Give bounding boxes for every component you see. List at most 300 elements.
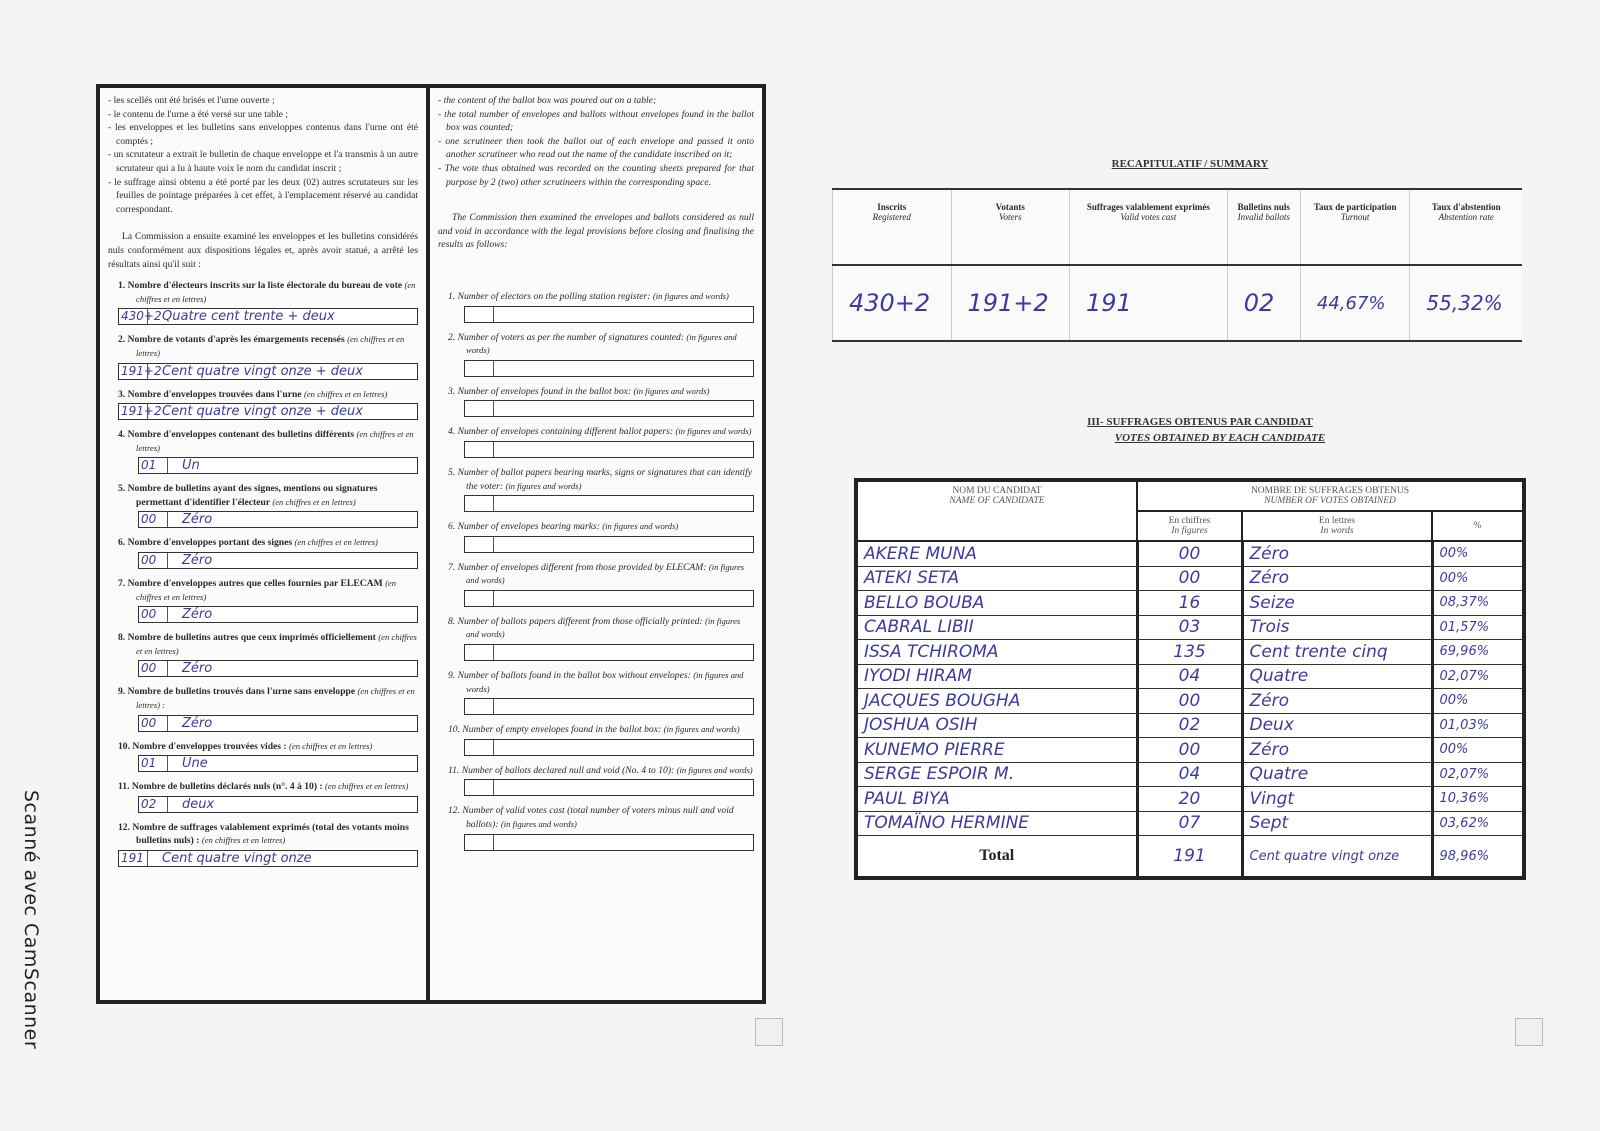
answer-words[interactable]: Cent quatre vingt onze + deux <box>162 404 363 420</box>
en-item-question <box>438 615 754 642</box>
candidate-percent: 02,07% <box>1432 762 1524 787</box>
item-number: 12. <box>448 805 460 817</box>
item-number: 8. <box>118 632 126 644</box>
answer-field[interactable] <box>138 796 418 813</box>
candidate-votes-figure: 07 <box>1137 811 1242 836</box>
candidate-votes-figure: 00 <box>1137 689 1242 714</box>
candidate-percent: 00% <box>1432 566 1524 591</box>
answer-words[interactable]: Quatre cent trente + deux <box>162 309 335 325</box>
fr-item-question <box>108 428 418 455</box>
item-label: Number of envelopes different from those provided by ELECAM: <box>457 561 707 573</box>
fr-item-question <box>108 821 418 848</box>
answer-figure[interactable]: 430+2 <box>121 309 162 324</box>
item-number: 11. <box>448 764 460 776</box>
candidate-percent: 01,03% <box>1432 713 1524 738</box>
fr-item-question <box>108 388 418 402</box>
item-label: Nombre d'enveloppes contenant des bulletins différents <box>127 429 355 441</box>
item-label: Nombre d'électeurs inscrits sur la liste électorale du bureau de vote <box>127 280 403 292</box>
item-hint: (in figures and words) <box>676 764 753 775</box>
answer-figure[interactable] <box>465 307 494 322</box>
fr-item-question <box>108 279 418 306</box>
answer-figure[interactable] <box>465 780 494 795</box>
item-number: 6. <box>118 537 126 549</box>
fr-count-item <box>108 428 418 474</box>
item-hint: (en chiffres et en lettres) <box>325 781 409 792</box>
answer-figure[interactable]: 00 <box>139 512 168 527</box>
answer-words[interactable] <box>494 740 753 755</box>
answer-field[interactable] <box>138 552 418 569</box>
en-item-question <box>438 466 754 493</box>
answer-figure[interactable] <box>465 401 494 416</box>
item-hint: (en chiffres et en lettres) <box>303 388 388 399</box>
item-number: 2. <box>118 334 126 346</box>
fr-count-item <box>108 821 418 867</box>
fr-item-question <box>108 685 418 712</box>
item-label: Nombre de bulletins déclarés nuls (n°. 4 à 10) : <box>131 781 323 793</box>
summary-values-row <box>833 265 1523 341</box>
item-number: 6. <box>448 521 456 533</box>
fr-count-item <box>108 631 418 677</box>
en-item-question <box>438 425 754 439</box>
answer-figure[interactable] <box>465 442 494 457</box>
answer-field[interactable] <box>464 495 754 512</box>
answer-figure[interactable] <box>465 699 494 714</box>
answer-words[interactable]: Zéro <box>182 715 213 731</box>
answer-field[interactable] <box>138 755 418 772</box>
candidate-votes-words: Zéro <box>1242 689 1432 714</box>
item-hint: (en chiffres et en lettres) <box>294 537 378 548</box>
answer-figure[interactable]: 00 <box>139 716 168 731</box>
candidate-row <box>856 591 1524 616</box>
french-column <box>100 88 430 1000</box>
candidate-votes-words: Quatre <box>1242 762 1432 787</box>
answer-words[interactable] <box>494 591 753 606</box>
candidate-votes-figure: 00 <box>1137 541 1242 566</box>
en-item-question <box>438 331 754 358</box>
answer-field[interactable] <box>118 850 418 867</box>
total-words: Cent quatre vingt onze <box>1242 836 1432 879</box>
item-hint: (in figures and words) <box>466 561 745 586</box>
candidate-votes-figure: 00 <box>1137 738 1242 763</box>
candidate-section-title-en: VOTES OBTAINED BY EACH CANDIDATE <box>1114 432 1326 444</box>
candidate-votes-words: Seize <box>1242 591 1432 616</box>
answer-field[interactable] <box>138 606 418 623</box>
header-in-figures: En chiffres In figures <box>1137 511 1242 541</box>
candidate-header-row <box>856 480 1524 511</box>
en-item-question <box>438 669 754 696</box>
item-label: Number of empty envelopes found in the ballot box: <box>462 724 662 736</box>
recap-title: RECAPITULATIF / SUMMARY <box>1111 158 1269 170</box>
minutes-page <box>96 84 766 1004</box>
item-number: 5. <box>448 466 456 478</box>
fr-count-item <box>108 740 418 773</box>
candidate-percent: 69,96% <box>1432 640 1524 665</box>
item-label: Number of ballots found in the ballot box without envelopes: <box>457 670 691 682</box>
answer-figure[interactable]: 191+2 <box>121 404 162 419</box>
candidate-votes-figure: 16 <box>1137 591 1242 616</box>
item-hint: (in figures and words) <box>633 385 710 396</box>
item-hint: (en chiffres et en lettres) : <box>136 686 415 711</box>
en-count-item <box>438 331 754 377</box>
candidate-row <box>856 762 1524 787</box>
fr-count-item <box>108 333 418 379</box>
candidate-percent: 03,62% <box>1432 811 1524 836</box>
header-turnout: Taux de participation Turnout <box>1300 189 1410 265</box>
candidate-votes-figure: 03 <box>1137 615 1242 640</box>
procedure-step: - les scellés ont été brisés et l'urne ouverte ; <box>108 94 418 108</box>
answer-figure[interactable] <box>465 361 494 376</box>
candidate-name: JACQUES BOUGHA <box>856 689 1137 714</box>
answer-field[interactable] <box>464 834 754 851</box>
candidate-name: JOSHUA OSIH <box>856 713 1137 738</box>
candidate-percent: 01,57% <box>1432 615 1524 640</box>
fr-count-item <box>108 577 418 623</box>
item-number: 3. <box>448 385 456 397</box>
answer-field[interactable] <box>118 363 418 380</box>
answer-field[interactable] <box>118 403 418 420</box>
item-hint: (in figures and words) <box>663 724 740 735</box>
candidate-name: KUNEMO PIERRE <box>856 738 1137 763</box>
total-row <box>856 836 1524 879</box>
candidate-name: ISSA TCHIROMA <box>856 640 1137 665</box>
item-number: 5. <box>118 483 126 495</box>
answer-figure[interactable]: 00 <box>139 607 168 622</box>
answer-words[interactable] <box>494 835 753 850</box>
item-label: Number of envelopes bearing marks: <box>457 521 600 533</box>
candidate-percent: 00% <box>1432 689 1524 714</box>
procedure-step: - The vote thus obtained was recorded on the counting sheets prepared for that purpose by 2 (two) other scrutineers within the corresponding space. <box>438 162 754 189</box>
answer-field[interactable] <box>464 441 754 458</box>
answer-field[interactable] <box>138 715 418 732</box>
item-hint: (en chiffres et en lettres) <box>136 334 405 358</box>
candidate-name: AKERE MUNA <box>856 541 1137 566</box>
en-count-item <box>438 385 754 418</box>
fr-item-question <box>108 333 418 360</box>
candidate-row <box>856 787 1524 812</box>
item-number: 1. <box>448 290 456 302</box>
total-label: Total <box>856 836 1137 879</box>
en-count-item <box>438 764 754 797</box>
item-hint: (en chiffres et en lettres) <box>136 632 417 656</box>
candidate-percent: 10,36% <box>1432 787 1524 812</box>
answer-words[interactable]: Zéro <box>182 607 213 623</box>
procedure-step: - the total number of envelopes and ballots without envelopes found in the ballot box was counted; <box>438 108 754 135</box>
item-label: Nombre de suffrages valablement exprimés (total des votants moins bulletins nuls) : <box>132 821 409 847</box>
header-votes-obtained: NOMBRE DE SUFFRAGES OBTENUS NUMBER OF VOTES OBTAINED <box>1137 480 1524 511</box>
item-label: Number of voters as per the number of signatures counted: <box>457 331 685 343</box>
item-label: Nombre de bulletins autres que ceux imprimés officiellement <box>127 632 376 644</box>
header-percent: % <box>1432 511 1524 541</box>
candidate-votes-words: Quatre <box>1242 664 1432 689</box>
answer-words[interactable]: Un <box>182 458 200 474</box>
item-label: Nombre d'enveloppes autres que celles fournies par ELECAM <box>127 578 383 590</box>
procedure-step: - les enveloppes et les bulletins sans enveloppes contenus dans l'urne ont été comptés ; <box>108 121 418 148</box>
candidate-name: ATEKI SETA <box>856 566 1137 591</box>
answer-words[interactable] <box>494 537 753 552</box>
item-number: 4. <box>448 426 456 438</box>
item-number: 4. <box>118 429 126 441</box>
answer-words[interactable] <box>494 780 753 795</box>
item-label: Number of electors on the polling station register: <box>457 290 651 302</box>
item-label: Number of envelopes containing different ballot papers: <box>457 426 674 438</box>
fr-count-item <box>108 388 418 421</box>
candidate-votes-figure: 135 <box>1137 640 1242 665</box>
answer-field[interactable] <box>464 739 754 756</box>
abstention-value: 55,32% <box>1410 265 1522 341</box>
item-hint: (in figures and words) <box>652 290 729 301</box>
item-hint: (in figures and words) <box>466 331 737 356</box>
total-percent: 98,96% <box>1432 836 1524 879</box>
candidate-results-table <box>854 478 1526 880</box>
item-hint: (in figures and words) <box>505 480 582 491</box>
answer-words[interactable]: Cent quatre vingt onze <box>162 851 312 866</box>
item-number: 10. <box>118 740 130 752</box>
valid-votes-value: 191 <box>1070 265 1228 341</box>
candidate-row <box>856 566 1524 591</box>
candidate-name: TOMAÏNO HERMINE <box>856 811 1137 836</box>
item-hint: (in figures and words) <box>466 670 744 694</box>
item-label: Nombre de bulletins ayant des signes, mentions ou signatures permettant d'identifier l'électeur <box>127 483 378 508</box>
answer-field[interactable] <box>464 360 754 377</box>
en-item-question <box>438 561 754 588</box>
page-corner-mark <box>755 1018 783 1046</box>
en-count-item <box>438 520 754 553</box>
answer-field[interactable] <box>138 457 418 474</box>
candidate-votes-figure: 02 <box>1137 713 1242 738</box>
en-count-item <box>438 804 754 850</box>
answer-words[interactable]: Zéro <box>182 661 213 677</box>
fr-item-question <box>108 780 418 794</box>
candidate-row <box>856 541 1524 566</box>
answer-words[interactable]: Zéro <box>182 512 213 528</box>
candidate-section-title-fr: III- SUFFRAGES OBTENUS PAR CANDIDAT <box>1087 416 1313 428</box>
candidate-row <box>856 689 1524 714</box>
answer-figure[interactable]: 02 <box>139 797 168 812</box>
candidate-row <box>856 738 1524 763</box>
answer-figure[interactable]: 00 <box>139 553 168 568</box>
answer-words[interactable] <box>494 645 753 660</box>
candidate-row <box>856 713 1524 738</box>
answer-words[interactable] <box>494 307 753 322</box>
french-intro-paragraph: La Commission a ensuite examiné les enveloppes et les bulletins considérés nuls conformément aux dispositions légales et, après avoir statué, a arrêté les résultats ainsi qu'il suit : <box>108 231 418 270</box>
answer-figure[interactable]: 191 <box>119 851 148 866</box>
fr-count-item <box>108 482 418 528</box>
en-count-item <box>438 425 754 458</box>
candidate-votes-figure: 20 <box>1137 787 1242 812</box>
item-label: Nombre d'enveloppes trouvées vides : <box>132 740 287 752</box>
candidate-name: IYODI HIRAM <box>856 664 1137 689</box>
english-intro-paragraph: The Commission then examined the envelopes and ballots considered as null and void in accordance with the legal provisions before closing and finalising the results as follows: <box>438 212 754 251</box>
fr-item-question <box>108 577 418 604</box>
en-item-question <box>438 723 754 737</box>
fr-count-item <box>108 279 418 325</box>
candidate-row <box>856 640 1524 665</box>
candidate-votes-words: Trois <box>1242 615 1432 640</box>
answer-words[interactable] <box>494 361 753 376</box>
candidate-name: SERGE ESPOIR M. <box>856 762 1137 787</box>
invalid-ballots-value: 02 <box>1227 265 1300 341</box>
item-number: 11. <box>118 781 130 793</box>
answer-field[interactable] <box>464 306 754 323</box>
answer-field[interactable] <box>138 511 418 528</box>
item-hint: (en chiffres et en lettres) <box>272 496 356 507</box>
fr-item-question <box>108 740 418 754</box>
candidate-percent: 08,37% <box>1432 591 1524 616</box>
answer-words[interactable]: Zéro <box>182 553 213 569</box>
procedure-step: - le contenu de l'urne a été versé sur une table ; <box>108 108 418 122</box>
registered-value: 430+2 <box>833 265 952 341</box>
answer-field[interactable] <box>464 590 754 607</box>
answer-field[interactable] <box>464 698 754 715</box>
en-count-item <box>438 669 754 715</box>
candidate-votes-words: Vingt <box>1242 787 1432 812</box>
summary-table <box>832 188 1522 342</box>
answer-field[interactable] <box>464 644 754 661</box>
item-number: 7. <box>448 561 456 573</box>
answer-words[interactable] <box>494 496 753 511</box>
header-invalid-ballots: Bulletins nuls Invalid ballots <box>1227 189 1300 265</box>
answer-field[interactable] <box>138 660 418 677</box>
item-number: 10. <box>448 724 460 736</box>
answer-words[interactable] <box>494 699 753 714</box>
candidate-percent: 02,07% <box>1432 664 1524 689</box>
answer-figure[interactable] <box>465 537 494 552</box>
procedure-step: - un scrutateur a extrait le bulletin de chaque enveloppe et l'a transmis à un autre scrutateur qui a lu à haute voix le nom du candidat inscrit ; <box>108 148 418 175</box>
fr-item-question <box>108 482 418 509</box>
fr-item-question <box>108 536 418 550</box>
fr-count-item <box>108 536 418 569</box>
candidate-votes-words: Zéro <box>1242 566 1432 591</box>
en-count-item <box>438 615 754 661</box>
item-label: Nombre d'enveloppes trouvées dans l'urne <box>127 388 302 400</box>
header-registered: Inscrits Registered <box>833 189 952 265</box>
item-label: Nombre d'enveloppes portant des signes <box>127 537 293 549</box>
item-hint: (en chiffres et en lettres) <box>201 835 286 846</box>
english-column <box>430 88 762 1000</box>
answer-figure[interactable] <box>465 496 494 511</box>
en-count-item <box>438 290 754 323</box>
answer-words[interactable]: Une <box>182 756 208 772</box>
answer-words[interactable]: Cent quatre vingt onze + deux <box>162 363 363 379</box>
item-hint: (in figures and words) <box>466 615 741 640</box>
en-count-item <box>438 561 754 607</box>
camscanner-watermark: Scanné avec CamScanner <box>20 790 42 1050</box>
answer-figure[interactable]: 01 <box>139 458 168 473</box>
item-label: Number of ballots declared null and void (No. 4 to 10): <box>461 764 675 776</box>
candidate-name: BELLO BOUBA <box>856 591 1137 616</box>
item-hint: (en chiffres et en lettres) <box>136 578 397 602</box>
candidate-name: CABRAL LIBII <box>856 615 1137 640</box>
answer-words[interactable] <box>494 442 753 457</box>
english-procedure-list <box>438 94 754 189</box>
item-number: 12. <box>118 821 130 833</box>
item-hint: (in figures and words) <box>602 521 679 532</box>
candidate-votes-words: Deux <box>1242 713 1432 738</box>
answer-field[interactable] <box>464 536 754 553</box>
answer-field[interactable] <box>464 400 754 417</box>
item-number: 3. <box>118 388 126 400</box>
results-page <box>800 0 1600 1131</box>
turnout-value: 44,67% <box>1300 265 1410 341</box>
candidate-votes-figure: 04 <box>1137 664 1242 689</box>
en-item-question <box>438 804 754 831</box>
en-count-item <box>438 466 754 512</box>
en-item-question <box>438 764 754 778</box>
header-voters: Votants Voters <box>951 189 1070 265</box>
summary-header-row <box>833 189 1523 265</box>
voters-value: 191+2 <box>951 265 1070 341</box>
candidate-row <box>856 811 1524 836</box>
answer-field[interactable] <box>118 308 418 325</box>
candidate-row <box>856 664 1524 689</box>
candidate-votes-figure: 04 <box>1137 762 1242 787</box>
candidate-votes-words: Sept <box>1242 811 1432 836</box>
answer-figure[interactable] <box>465 835 494 850</box>
answer-figure[interactable]: 00 <box>139 661 168 676</box>
answer-field[interactable] <box>464 779 754 796</box>
answer-figure[interactable] <box>465 591 494 606</box>
answer-words[interactable]: deux <box>182 796 215 812</box>
procedure-step: - le suffrage ainsi obtenu a été porté par les deux (02) autres scrutateurs sur les feuilles de pointage préparées à cet effet, à l'emplacement réservé au candidat correspondant. <box>108 176 418 217</box>
item-label: Number of ballot papers bearing marks, signs or signatures that can identify the voter: <box>457 466 752 492</box>
item-hint: (in figures and words) <box>500 819 577 830</box>
fr-item-question <box>108 631 418 658</box>
item-number: 2. <box>448 331 456 343</box>
answer-figure[interactable]: 191+2 <box>121 363 162 378</box>
header-in-words: En lettres In words <box>1242 511 1432 541</box>
item-label: Nombre de votants d'après les émargements recensés <box>127 334 345 346</box>
candidate-percent: 00% <box>1432 541 1524 566</box>
answer-words[interactable] <box>494 401 753 416</box>
item-label: Number of ballots papers different from those officially printed: <box>457 615 703 627</box>
candidate-name: PAUL BIYA <box>856 787 1137 812</box>
header-candidate-name: NOM DU CANDIDAT NAME OF CANDIDATE <box>856 480 1137 541</box>
item-label: Nombre de bulletins trouvés dans l'urne sans enveloppe <box>127 686 356 698</box>
procedure-step: - one scrutineer then took the ballot out of each envelope and passed it onto another scrutineer who read out the name of the candidate inscribed on it; <box>438 135 754 162</box>
item-hint: (en chiffres et en lettres) <box>289 740 373 751</box>
item-label: Number of valid votes cast (total number of voters minus null and void ballots): <box>462 805 734 831</box>
candidate-percent: 00% <box>1432 738 1524 763</box>
procedure-step: - the content of the ballot box was poured out on a table; <box>438 94 754 108</box>
fr-count-item <box>108 780 418 813</box>
french-procedure-list <box>108 94 418 216</box>
en-item-question <box>438 520 754 534</box>
candidate-row <box>856 615 1524 640</box>
item-number: 9. <box>448 670 456 682</box>
fr-count-item <box>108 685 418 731</box>
en-count-item <box>438 723 754 756</box>
candidate-votes-words: Cent trente cinq <box>1242 640 1432 665</box>
candidate-votes-figure: 00 <box>1137 566 1242 591</box>
item-label: Number of envelopes found in the ballot box: <box>457 385 632 397</box>
header-abstention: Taux d'abstention Abstention rate <box>1410 189 1522 265</box>
item-hint: (en chiffres et en lettres) <box>136 429 414 453</box>
answer-figure[interactable] <box>465 645 494 660</box>
item-hint: (in figures and words) <box>675 426 752 437</box>
item-number: 1. <box>118 280 126 292</box>
candidate-votes-words: Zéro <box>1242 541 1432 566</box>
item-number: 8. <box>448 615 456 627</box>
item-hint: (en chiffres et en lettres) <box>136 280 416 304</box>
header-valid-votes: Suffrages valablement exprimés Valid votes cast <box>1070 189 1228 265</box>
en-item-question <box>438 290 754 304</box>
item-number: 7. <box>118 578 126 590</box>
total-figure: 191 <box>1137 836 1242 879</box>
candidate-votes-words: Zéro <box>1242 738 1432 763</box>
answer-figure[interactable]: 01 <box>139 756 168 771</box>
en-item-question <box>438 385 754 399</box>
answer-figure[interactable] <box>465 740 494 755</box>
